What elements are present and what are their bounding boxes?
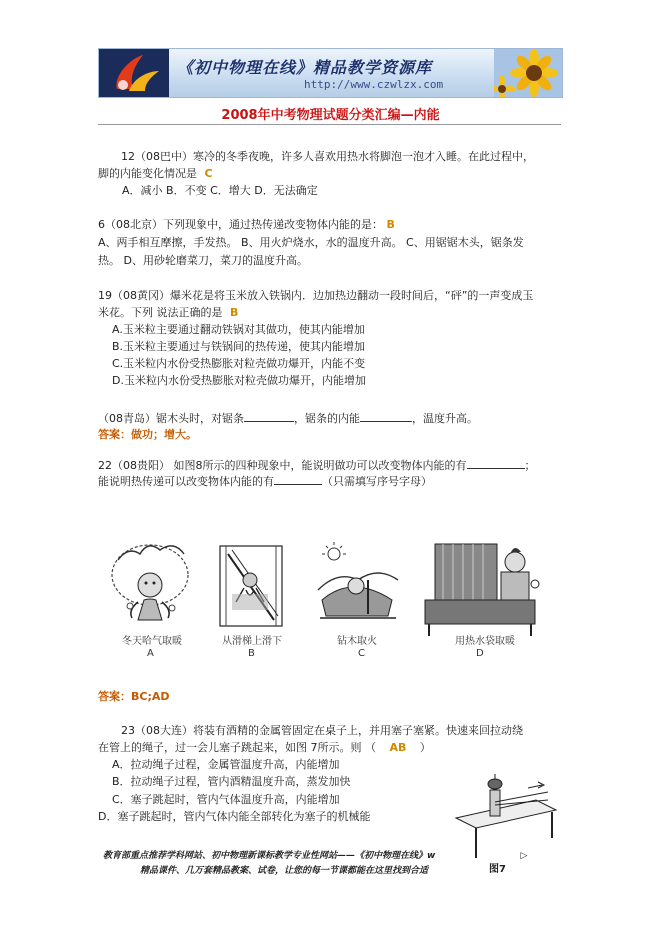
q22-blank-2 [274, 474, 322, 485]
q22-line2 [98, 474, 432, 489]
qqd-part2: ，锯条的内能 [294, 412, 360, 425]
q19-line2 [98, 306, 238, 320]
q23-answer: AB [389, 741, 407, 754]
letter-c: C [358, 648, 365, 659]
caption-a: 冬天哈气取暖 [122, 636, 182, 647]
title-divider [98, 124, 561, 125]
letter-a: A [147, 648, 154, 659]
qqd-answer: 答案：做功；增大。 [98, 428, 197, 441]
q23-option-a: A．拉动绳子过程，金属管温度升高，内能增加 [112, 758, 340, 771]
qqd-blank-2 [360, 411, 412, 422]
q22-stem-1-end: ； [524, 459, 536, 472]
q6-line2: A、两手相互摩擦，手发热。 B、用火炉烧水，水的温度升高。 C、用锯锯木头，锯条发 [98, 236, 524, 249]
q23-option-d: D．塞子跳起时，管内气体内能全部转化为塞子的机械能 [98, 810, 371, 823]
caption-d: 用热水袋取暖 [455, 636, 515, 647]
letter-b: B [248, 648, 255, 659]
header-banner [98, 48, 563, 98]
footer-line1 [103, 848, 527, 861]
q23-line2 [98, 741, 431, 755]
q6-stem: 6（08北京）下列现象中，通过热传递改变物体内能的是： [98, 218, 383, 231]
q6-line3: 热。 D、用砂轮磨菜刀，菜刀的温度升高。 [98, 254, 308, 267]
q22-blank-1 [467, 458, 525, 469]
q6-line1 [98, 218, 395, 232]
q23-stem: 在管上的绳子，过一会儿塞子跳起来，如图 7所示。则 （ [98, 741, 376, 754]
letter-d: D [476, 648, 484, 659]
qqd-part3: ，温度升高。 [412, 412, 478, 425]
q19-option-b: B.玉米粒主要通过与铁锅间的热传递，使其内能增加 [112, 340, 366, 353]
q19-line1: 19（08黄冈）爆米花是将玉米放入铁锅内．边加热边翻动一段时间后，“砰”的一声变成玉 [98, 289, 534, 302]
footer-arrow-icon: ▷ [520, 851, 528, 861]
q12-answer: C [204, 167, 213, 180]
q6-answer: B [386, 218, 395, 231]
banner-title: 《初中物理在线》精品教学资源库 [177, 58, 433, 77]
q23-option-b: B．拉动绳子过程，管内酒精温度升高，蒸发加快 [112, 775, 351, 788]
q19-option-c: C.玉米粒内水份受热膨胀对粒壳做功爆开，内能不变 [112, 357, 366, 370]
qqd-part1: （08青岛）锯木头时，对锯条 [98, 412, 244, 425]
sunflower-icon [494, 49, 562, 97]
qqd-blank-1 [244, 411, 294, 422]
q23-option-c: C．塞子跳起时，管内气体温度升高，内能增加 [112, 793, 340, 806]
q19-option-a: A.玉米粒主要通过翻动铁锅对其做功，使其内能增加 [112, 323, 365, 336]
caption-b: 从滑梯上滑下 [222, 636, 282, 647]
q12-options: A．减小 B．不变 C．增大 D．无法确定 [122, 184, 318, 197]
q19-option-d: D.玉米粒内水份受热膨胀对粒壳做功爆开，内能增加 [112, 374, 366, 387]
banner-url[interactable]: http://www.czwlzx.com [304, 78, 444, 91]
site-logo-icon [99, 49, 169, 97]
q23-stem-end: ） [419, 741, 431, 754]
q22-answer: 答案：BC;AD [98, 690, 170, 703]
footer-text-1: 教育部重点推荐学科网站、初中物理新课标教学专业性网站——《初中物理在线》w [103, 851, 436, 861]
q22-line1 [98, 458, 536, 473]
q22-stem-1: 22（08贵阳） 如图8所示的四种现象中，能说明做功可以改变物体内能的有 [98, 459, 467, 472]
q22-stem-2: 能说明热传递可以改变物体内能的有 [98, 475, 274, 488]
figure-7-label: 图7 [489, 864, 506, 875]
document-title: 2008年中考物理试题分类汇编—内能 [221, 108, 440, 123]
q12-stem-end: 脚的内能变化情况是 [98, 167, 197, 180]
q19-stem-end: 米花。下列 说法正确的是 [98, 306, 223, 319]
footer-line2: 精品课件、几万套精品教案、试卷，让您的每一节课都能在这里找到合适 [140, 866, 429, 876]
qqd-stem [98, 411, 478, 426]
q23-line1: 23（08大连）将装有酒精的金属管固定在桌子上，并用塞子塞紧。快速来回拉动绕 [121, 724, 523, 737]
caption-c: 钻木取火 [337, 636, 377, 647]
q22-stem-2-end: （只需填写序号字母） [322, 475, 432, 488]
q12-line1: 12（08巴中）寒冷的冬季夜晚，许多人喜欢用热水将脚泡一泡才入睡。在此过程中， [121, 150, 534, 163]
q12-line2 [98, 167, 213, 181]
q19-answer: B [230, 306, 239, 319]
